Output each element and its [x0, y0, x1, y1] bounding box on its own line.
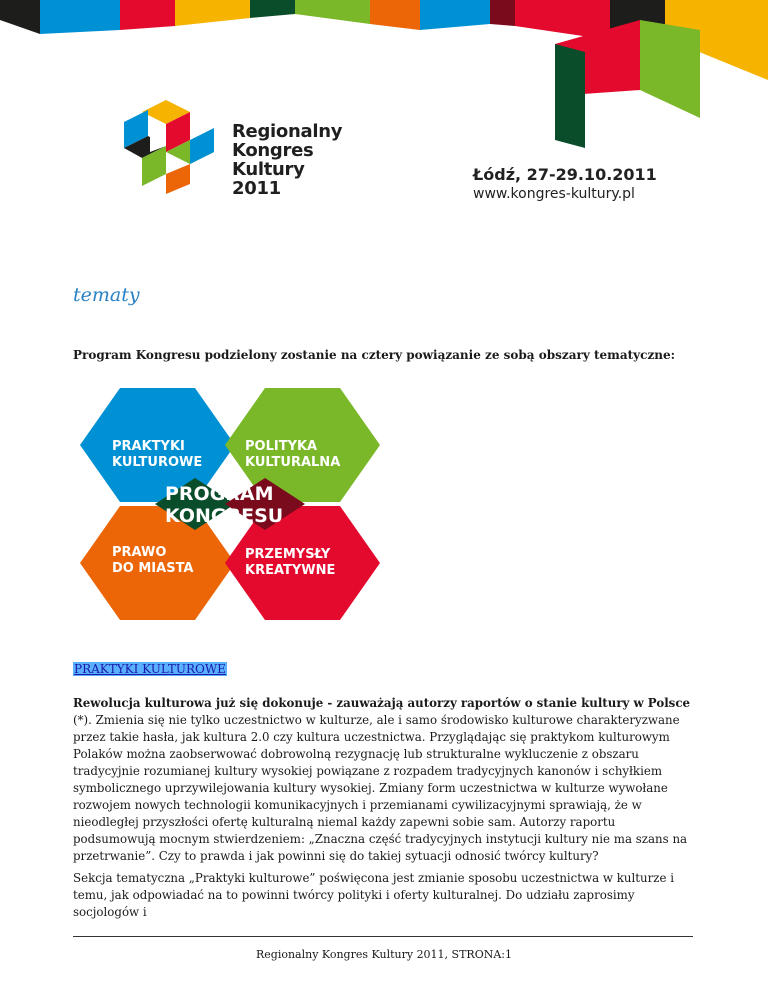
area-polityka-line2: KULTURALNA: [245, 455, 341, 470]
ribbon-red-left: [120, 0, 175, 30]
area-praktyki-line2: KULTUROWE: [112, 455, 203, 470]
page-title: tematy: [73, 284, 140, 306]
paragraph-1: [73, 695, 698, 865]
logo-line-4: 2011: [232, 178, 281, 199]
page-footer: Regionalny Kongres Kultury 2011, STRONA:1: [256, 948, 512, 961]
ribbon-darkgreen-fold: [555, 44, 585, 148]
logo-line-3: Kultury: [232, 159, 305, 180]
area-przemysly-line2: KREATYWNE: [245, 563, 336, 578]
paragraph-1-body: (*). Zmienia się nie tylko uczestnictwo w kulturze, ale i samo środowisko kulturowe charakteryzwane przez takie hasła, jak kultura 2.0 czy kultura uczestnictwa. Przyglądając się praktykom kulturowym Polaków można zaobserwować dobrowolną rezygnację lub strukturalne wykluczenie z obszaru tradycyjnie rozumianej kultury wysokiej powiązane z rozpadem tradycyjnych kanonów i schyłkiem symbolicznego uprzywilejowania kultury wysokiej. Zmiany form uczestnictwa w kulturze wywołane rozwojem nowych technologii komunikacyjnych i przemianami cywilizacyjnymi sprawiają, że w nieodległej przyszłości ofertę kulturalną niemal każdy zapewni sobie sam. Autorzy raportu podsumowują mocnym stwierdzeniem: „Znaczna część tradycyjnych instytucji kultury nie ma szans na przetrwanie”. Czy to prawda i jak powinni się do takiej sytuacji odnosić twórcy kultury?: [73, 713, 688, 863]
congress-logo-text: [232, 122, 342, 198]
intro-text: Program Kongresu podzielony zostanie na cztery powiązanie ze sobą obszary tematyczne:: [73, 348, 676, 362]
ribbon-yellow: [175, 0, 250, 26]
ribbon-blue-left: [40, 0, 120, 34]
event-url[interactable]: www.kongres-kultury.pl: [473, 186, 635, 202]
ribbon-darkgreen-a: [250, 0, 295, 18]
center-line1: PROGRAM: [165, 483, 274, 505]
paragraph-2: Sekcja tematyczna „Praktyki kulturowe” poświęcona jest zmianie sposobu uczestnictwa w kulturze i temu, jak odpowiadać na to powinni twórcy polityki i oferty kulturalnej. Do udziału zaprosimy socjologów i: [73, 871, 674, 919]
program-diagram: [80, 388, 380, 620]
ribbon-darkred: [490, 0, 515, 26]
area-prawo-line2: DO MIASTA: [112, 561, 194, 576]
ribbon-green-a: [295, 0, 370, 24]
area-prawo-line1: PRAWO: [112, 545, 167, 560]
paragraph-1-lead: Rewolucja kulturowa już się dokonuje - zauważają autorzy raportów o stanie kultury w Polsce: [73, 696, 691, 710]
event-info: [473, 165, 657, 202]
area-praktyki-line1: PRAKTYKI: [112, 439, 185, 454]
footer-divider: [73, 936, 693, 937]
ribbon-green-fold: [640, 20, 700, 118]
ribbon-blue-mid: [420, 0, 490, 30]
logo-line-2: Kongres: [232, 140, 314, 161]
area-przemysly-line1: PRZEMYSŁY: [245, 547, 331, 562]
area-polityka-line1: POLITYKA: [245, 439, 318, 454]
ribbon-orange: [370, 0, 420, 30]
logo-line-1: Regionalny: [232, 121, 343, 142]
ribbon-black-left: [0, 0, 40, 34]
section-link-praktyki[interactable]: PRAKTYKI KULTUROWE: [74, 662, 226, 676]
event-date: Łódź, 27-29.10.2011: [473, 165, 657, 184]
center-line2: KONGRESU: [165, 505, 284, 527]
